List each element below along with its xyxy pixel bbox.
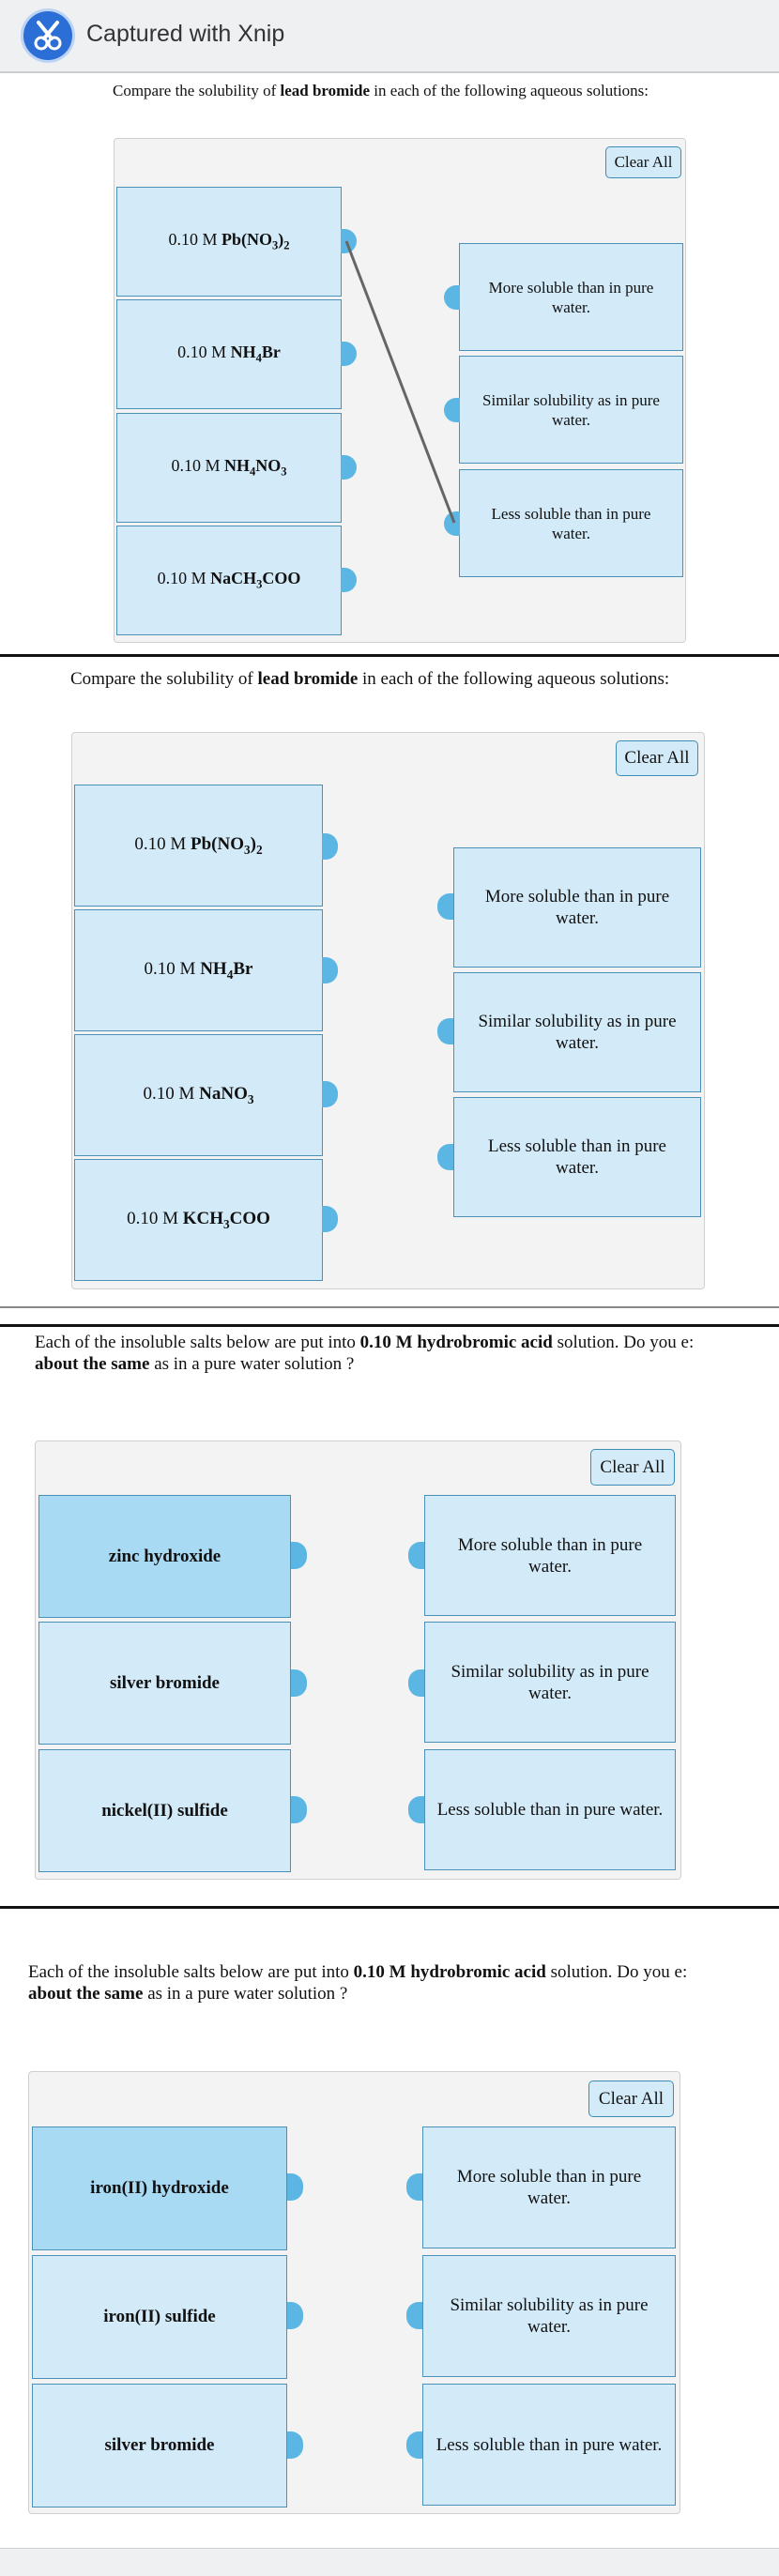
clear-all-button[interactable]: Clear All <box>588 2081 674 2117</box>
section-divider <box>0 654 779 657</box>
formula: $Pb(NO_3)_2$ <box>191 833 263 857</box>
connector-handle[interactable] <box>406 2302 422 2329</box>
question-3-prompt: Each of the insoluble salts below are put into 0.10 M hydrobromic acid solution. Do you e: about the same as in a pure water solution ? <box>35 1333 695 1374</box>
connector-handle[interactable] <box>437 1144 453 1170</box>
connector-handle[interactable] <box>406 2431 422 2459</box>
source-item-iron-sulfide[interactable]: iron(II) sulfide <box>32 2255 287 2379</box>
formula: $Pb(NO_3)_2$ <box>221 230 290 252</box>
target-less-soluble[interactable]: Less soluble than in pure water. <box>453 1097 701 1217</box>
source-item-label: 0.10 M $NH_4NO_3$ <box>171 456 287 479</box>
source-item-label: 0.10 M $Pb(NO_3)_2$ <box>168 230 290 252</box>
section-divider <box>0 1906 779 1909</box>
target-more-soluble[interactable]: More soluble than in pure water. <box>459 243 683 351</box>
formula: NaCH$_3$COO <box>210 569 301 591</box>
target-less-soluble[interactable]: Less soluble than in pure water. <box>422 2384 676 2506</box>
app-title: Captured with Xnip <box>86 21 285 47</box>
connector-handle[interactable] <box>408 1669 424 1697</box>
question-1-prompt: Compare the solubility of lead bromide in each of the following aqueous solutions: <box>113 82 649 99</box>
formula: $NH_4Br$ <box>200 958 253 982</box>
clear-all-button[interactable]: Clear All <box>616 740 698 776</box>
target-more-soluble[interactable]: More soluble than in pure water. <box>424 1495 676 1616</box>
target-similar-solubility[interactable]: Similar solubility as in pure water. <box>453 972 701 1092</box>
source-item-label: 0.10 M NaCH$_3$COO <box>157 569 301 591</box>
formula: $KCH_3COO$ <box>182 1208 270 1231</box>
connector-handle[interactable] <box>437 893 453 920</box>
source-item-zinc-hydroxide[interactable]: zinc hydroxide <box>38 1495 291 1618</box>
section-divider <box>0 1324 779 1327</box>
connector-handle[interactable] <box>408 1542 424 1569</box>
target-less-soluble[interactable]: Less soluble than in pure water. <box>459 469 683 577</box>
connector-handle[interactable] <box>437 1018 453 1044</box>
source-item[interactable] <box>74 1034 323 1156</box>
connector-handle[interactable] <box>406 2173 422 2201</box>
source-item-silver-bromide[interactable]: silver bromide <box>38 1622 291 1745</box>
formula: $NH_4NO_3$ <box>223 456 287 479</box>
question-2-prompt: Compare the solubility of lead bromide in each of the following aqueous solutions: <box>70 669 670 689</box>
target-more-soluble[interactable]: More soluble than in pure water. <box>422 2126 676 2248</box>
source-item[interactable] <box>74 1159 323 1281</box>
source-item-label: 0.10 M $KCH_3COO$ <box>127 1208 270 1231</box>
clear-all-button[interactable]: Clear All <box>590 1449 675 1486</box>
formula: NaNO$_3$ <box>199 1083 254 1106</box>
source-item-label: 0.10 M NaNO$_3$ <box>143 1083 254 1106</box>
connector-handle[interactable] <box>408 1796 424 1823</box>
match-connection-line <box>0 0 779 657</box>
source-item-nickel-sulfide[interactable]: nickel(II) sulfide <box>38 1749 291 1872</box>
clear-all-button[interactable]: Clear All <box>605 146 681 178</box>
source-item-label: 0.10 M $Pb(NO_3)_2$ <box>134 833 263 857</box>
target-similar-solubility[interactable]: Similar solubility as in pure water. <box>422 2255 676 2377</box>
source-item-label: 0.10 M $NH_4Br$ <box>144 958 253 982</box>
source-item[interactable] <box>74 785 323 907</box>
source-item-silver-bromide[interactable]: silver bromide <box>32 2384 287 2507</box>
source-item-label: 0.10 M $NH_4Br$ <box>177 343 281 365</box>
target-similar-solubility[interactable]: Similar solubility as in pure water. <box>459 356 683 464</box>
footer-bar <box>0 2548 779 2576</box>
target-more-soluble[interactable]: More soluble than in pure water. <box>453 847 701 968</box>
source-item-iron-hydroxide[interactable]: iron(II) hydroxide <box>32 2126 287 2250</box>
target-similar-solubility[interactable]: Similar solubility as in pure water. <box>424 1622 676 1743</box>
target-less-soluble[interactable]: Less soluble than in pure water. <box>424 1749 676 1870</box>
formula: $NH_4Br$ <box>230 343 281 365</box>
section-divider <box>0 1306 779 1308</box>
question-4-prompt: Each of the insoluble salts below are put into 0.10 M hydrobromic acid solution. Do you e: about the same as in a pure water solution ? <box>28 1962 688 2004</box>
source-item[interactable] <box>74 909 323 1031</box>
